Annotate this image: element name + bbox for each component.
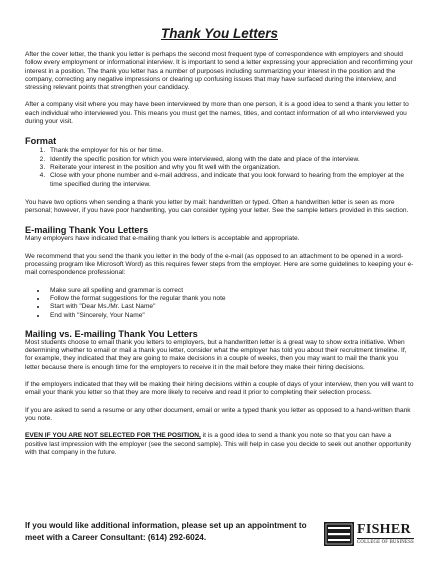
mailing-paragraph-4 (25, 432, 414, 457)
guideline-item: • End with "Sincerely, Your Name" (47, 312, 414, 320)
format-item: 4. Close with your phone number and e-mail address, and indicate that you look forward to hearing from the employer at the time specified during the interview. (47, 172, 414, 189)
emailing-heading: E-mailing Thank You Letters (25, 225, 149, 236)
fisher-logo (324, 521, 414, 547)
page-title: Thank You Letters (160, 26, 279, 41)
not-selected-text: it is a good idea to send a thank you note so that you can have a positive last impression with the employer (see the second sample). This will help in case you decide to seek out another opportunity with that company in the future. (25, 432, 412, 456)
not-selected-emphasis: EVEN IF YOU ARE NOT SELECTED FOR THE POSITION, (25, 432, 201, 440)
format-item: 1. Thank the employer for his or her time. (47, 147, 414, 155)
emailing-guidelines-list (25, 287, 414, 320)
logo-divider (357, 538, 414, 539)
format-options-paragraph: You have two options when sending a thank you letter by mail: handwritten or typed. Often a handwritten letter is seen as more personal; however, if you have poor handwriting, you can consider typing your letter. See the sample letters provided in this section. (25, 198, 409, 215)
format-item: 2. Identify the specific position for which you were interviewed, along with the date and place of the interview. (47, 156, 414, 164)
format-heading: Format (25, 136, 57, 147)
guideline-item: • Start with "Dear Ms./Mr. Last Name" (47, 303, 414, 311)
logo-name: FISHER (357, 521, 411, 537)
career-consultant-note: If you would like additional information, please set up an appointment to meet with a Career Consultant: (614) 292-6024. (25, 521, 307, 542)
mailing-paragraph-3: If you are asked to send a resume or any other document, email or write a typed thank you letter as opposed to a hand-written thank you note. (25, 406, 411, 422)
mailing-heading: Mailing vs. E-mailing Thank You Letters (25, 328, 198, 339)
emailing-paragraph-2: We recommend that you send the thank you letter in the body of the e-mail (as opposed to an attachment to be opened in a word-processing program like Microsoft Word) as this requires fewer steps from the employer. Here are some guidelines to keeping your e-mail correspondence professional: (25, 252, 414, 277)
format-list (25, 147, 414, 188)
logo-subtitle: COLLEGE OF BUSINESS (357, 539, 414, 545)
mailing-paragraph-1: Most students choose to email thank you letters to employers, but a handwritten letter is a great way to show extra initiative. When determining whether to email or mail a thank you letter, consider what the employer has told you about their recruitment timeline. If, for example, they indicated that they are going to make decisions in a couple of weeks, then you may want to mail the thank you letter because there is enough time for the employers to receive it in the mail before they make their hiring decisions. (25, 338, 407, 371)
ohio-state-seal-icon (324, 522, 354, 546)
intro-paragraph-2: After a company visit where you may have been interviewed by more than one person, it is a good idea to send a thank you letter to each individual who interviewed you. This means you must get the names, titles, and contact information of all who interviewed you during your visit. (25, 101, 409, 126)
logo-wordmark (357, 523, 414, 546)
mailing-paragraph-2: If the employers indicated that they will be making their hiring decisions within a couple of days of your interview, then you will want to email your thank you letter so that they are more likely to receive and read it prior to completing their selection process. (25, 381, 414, 397)
format-item: 3. Reiterate your interest in the position and why you fit well with the organization. (47, 164, 414, 172)
emailing-paragraph-1: Many employers have indicated that e-mailing thank you letters is acceptable and appropriate. (25, 235, 300, 243)
guideline-item: • Follow the format suggestions for the regular thank you note (47, 295, 414, 303)
intro-paragraph-1: After the cover letter, the thank you letter is perhaps the second most frequent type of correspondence with employers and should follow every employment or informational interview. It is important to send a letter expressing your appreciation and reconfirming your interest in a position. The thank you letter has a number of purposes including summarizing your interest in the position and the company, correcting any negative impressions or clearing up confusing issues that may have surfaced during the interview, and stressing relevant points that strengthen your candidacy. (25, 51, 413, 92)
guideline-item: • Make sure all spelling and grammar is correct (47, 287, 414, 295)
